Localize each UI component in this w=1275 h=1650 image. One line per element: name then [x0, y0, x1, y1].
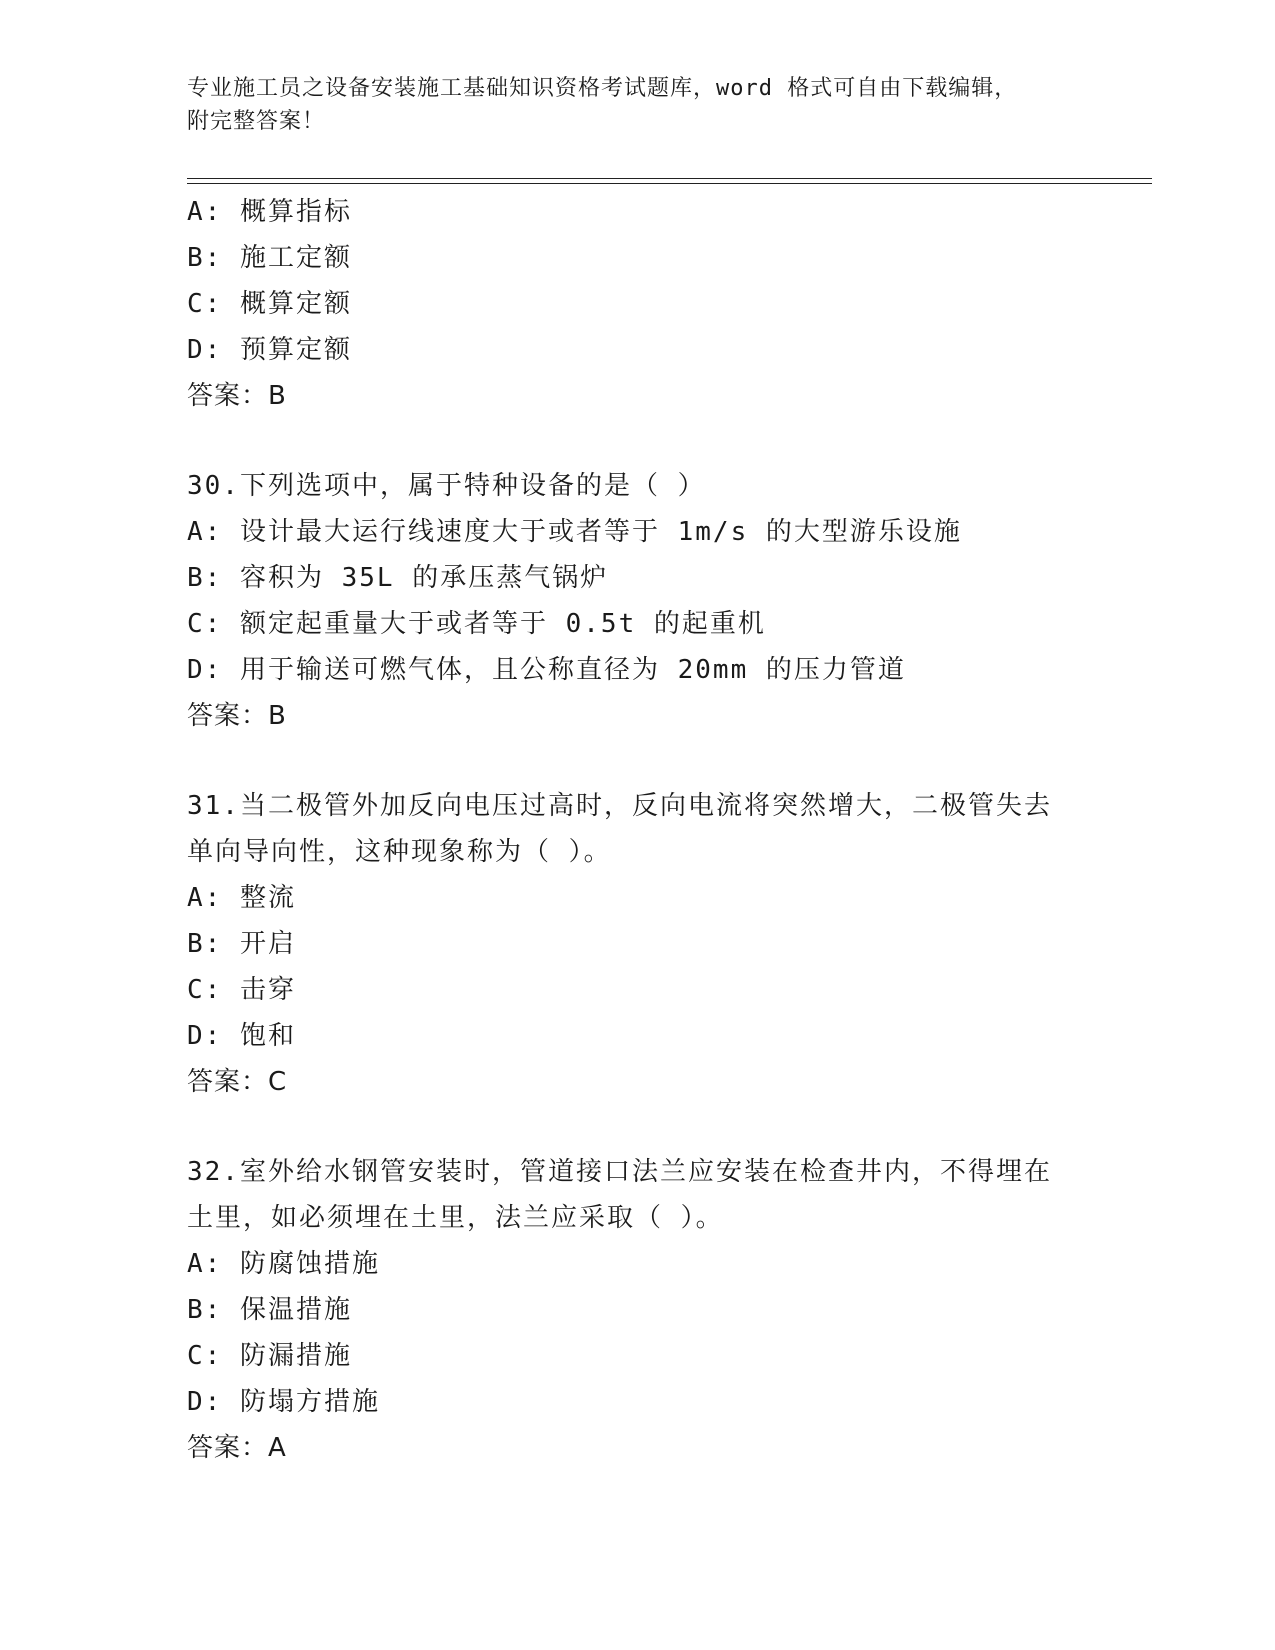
question-32: [187, 1149, 1087, 1471]
option-d: D: 防塌方措施: [187, 1387, 380, 1417]
option-c: C: 额定起重量大于或者等于 0.5t 的起重机: [187, 609, 766, 639]
answer-line: 答案：A: [187, 1433, 287, 1463]
option-b: B: 容积为 35L 的承压蒸气锅炉: [187, 563, 609, 593]
option-d: D: 用于输送可燃气体，且公称直径为 20mm 的压力管道: [187, 655, 906, 685]
question-stem: 30.下列选项中，属于特种设备的是（ ）: [187, 471, 706, 501]
option-b: B: 保温措施: [187, 1295, 352, 1325]
question-stem: 31.当二极管外加反向电压过高时，反向电流将突然增大，二极管失去: [187, 791, 1052, 821]
question-29: [187, 189, 1087, 419]
header-line-2: 附完整答案！: [187, 109, 326, 134]
question-30: [187, 463, 1087, 739]
option-b: B: 开启: [187, 929, 296, 959]
question-stem: 32.室外给水钢管安装时，管道接口法兰应安装在检查井内，不得埋在: [187, 1157, 1052, 1187]
option-c: C: 防漏措施: [187, 1341, 352, 1371]
answer-line: 答案：B: [187, 381, 287, 411]
option-a: A: 整流: [187, 883, 296, 913]
question-stem-continued: 土里，如必须埋在土里，法兰应采取（ ）。: [187, 1203, 724, 1233]
question-31: [187, 783, 1087, 1105]
option-a: A: 设计最大运行线速度大于或者等于 1m/s 的大型游乐设施: [187, 517, 962, 547]
option-a: A: 概算指标: [187, 197, 352, 227]
header-double-rule: [187, 178, 1152, 184]
option-d: D: 预算定额: [187, 335, 352, 365]
answer-line: 答案：B: [187, 701, 287, 731]
option-a: A: 防腐蚀措施: [187, 1249, 380, 1279]
document-header: [187, 72, 1087, 138]
option-b: B: 施工定额: [187, 243, 352, 273]
option-c: C: 概算定额: [187, 289, 352, 319]
question-list: [187, 189, 1087, 1471]
option-c: C: 击穿: [187, 975, 296, 1005]
question-stem-continued: 单向导向性，这种现象称为（ ）。: [187, 837, 612, 867]
option-d: D: 饱和: [187, 1021, 296, 1051]
header-line-1: 专业施工员之设备安装施工基础知识资格考试题库，word 格式可自由下载编辑，: [187, 76, 1018, 101]
answer-line: 答案：C: [187, 1067, 288, 1097]
